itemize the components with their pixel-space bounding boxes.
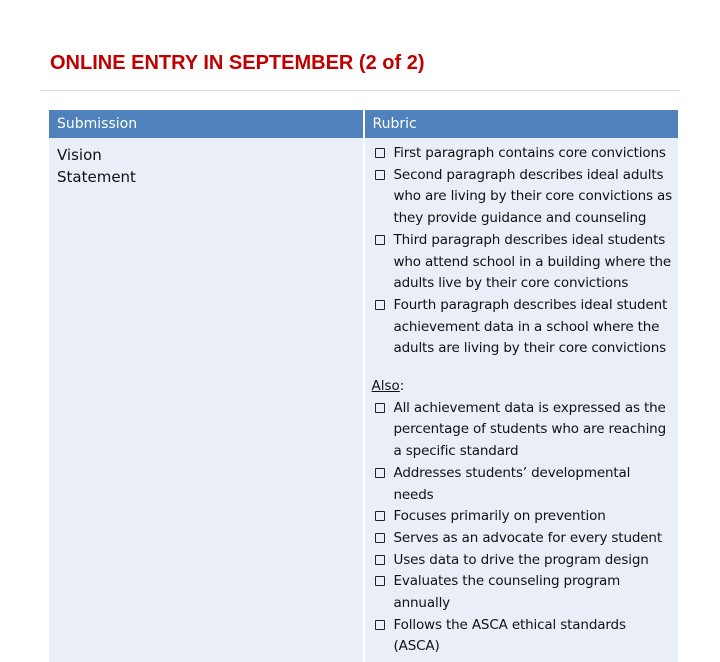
checkbox-bullet-icon — [375, 511, 385, 521]
rubric-cell — [364, 138, 679, 662]
also-item-text: Addresses students’ developmental needs — [393, 464, 631, 503]
title-divider — [40, 90, 680, 91]
also-item-text: Focuses primarily on prevention — [393, 508, 606, 525]
checkbox-bullet-icon — [375, 148, 385, 158]
rubric-item — [372, 295, 673, 360]
rubric-item-text: Second paragraph describes ideal adults who are living by their core convictions as they provide guidance and counseling — [393, 166, 673, 227]
also-item-text: Follows the ASCA ethical standards (ASCA) — [393, 616, 626, 655]
checkbox-bullet-icon — [375, 576, 385, 586]
also-label: Also — [371, 378, 400, 395]
rubric-item — [372, 230, 673, 295]
checkbox-bullet-icon — [375, 300, 385, 310]
submission-line-2: Statement — [57, 168, 136, 186]
submission-cell — [49, 138, 364, 662]
rubric-table — [49, 110, 678, 662]
header-submission: Submission — [49, 110, 364, 138]
checkbox-bullet-icon — [375, 403, 385, 413]
also-item — [372, 571, 673, 614]
checkbox-bullet-icon — [375, 533, 385, 543]
also-item — [372, 550, 673, 572]
rubric-item-text: Fourth paragraph describes ideal student achievement data in a school where the adults are living by their core convictions — [393, 296, 668, 357]
also-item-text: Uses data to drive the program design — [393, 551, 649, 568]
also-item — [372, 398, 673, 463]
also-item — [372, 463, 673, 506]
checkbox-bullet-icon — [375, 235, 385, 245]
also-item — [372, 506, 673, 528]
checkbox-bullet-icon — [375, 170, 385, 180]
header-rubric: Rubric — [364, 110, 679, 138]
rubric-item-text: Third paragraph describes ideal students who attend school in a building where the adults live by their core convictions — [393, 231, 672, 292]
table-row — [49, 138, 678, 662]
slide-title: ONLINE ENTRY IN SEPTEMBER (2 of 2) — [50, 52, 425, 74]
checkbox-bullet-icon — [375, 468, 385, 478]
checkbox-bullet-icon — [375, 620, 385, 630]
rubric-item — [372, 143, 673, 165]
also-colon: : — [399, 378, 405, 395]
section-spacer — [372, 360, 673, 376]
rubric-item-text: First paragraph contains core convictions — [393, 145, 666, 161]
table-header-row — [49, 110, 678, 138]
also-item-text: Evaluates the counseling program annually — [393, 573, 621, 612]
rubric-item — [372, 165, 673, 230]
also-item-text: All achievement data is expressed as the percentage of students who are reaching a specific standard — [393, 399, 666, 460]
also-item — [372, 528, 673, 550]
also-heading — [372, 376, 673, 398]
also-item — [372, 615, 673, 658]
checkbox-bullet-icon — [375, 555, 385, 565]
submission-line-1: Vision — [57, 146, 102, 164]
also-item-text: Serves as an advocate for every student — [393, 529, 662, 546]
